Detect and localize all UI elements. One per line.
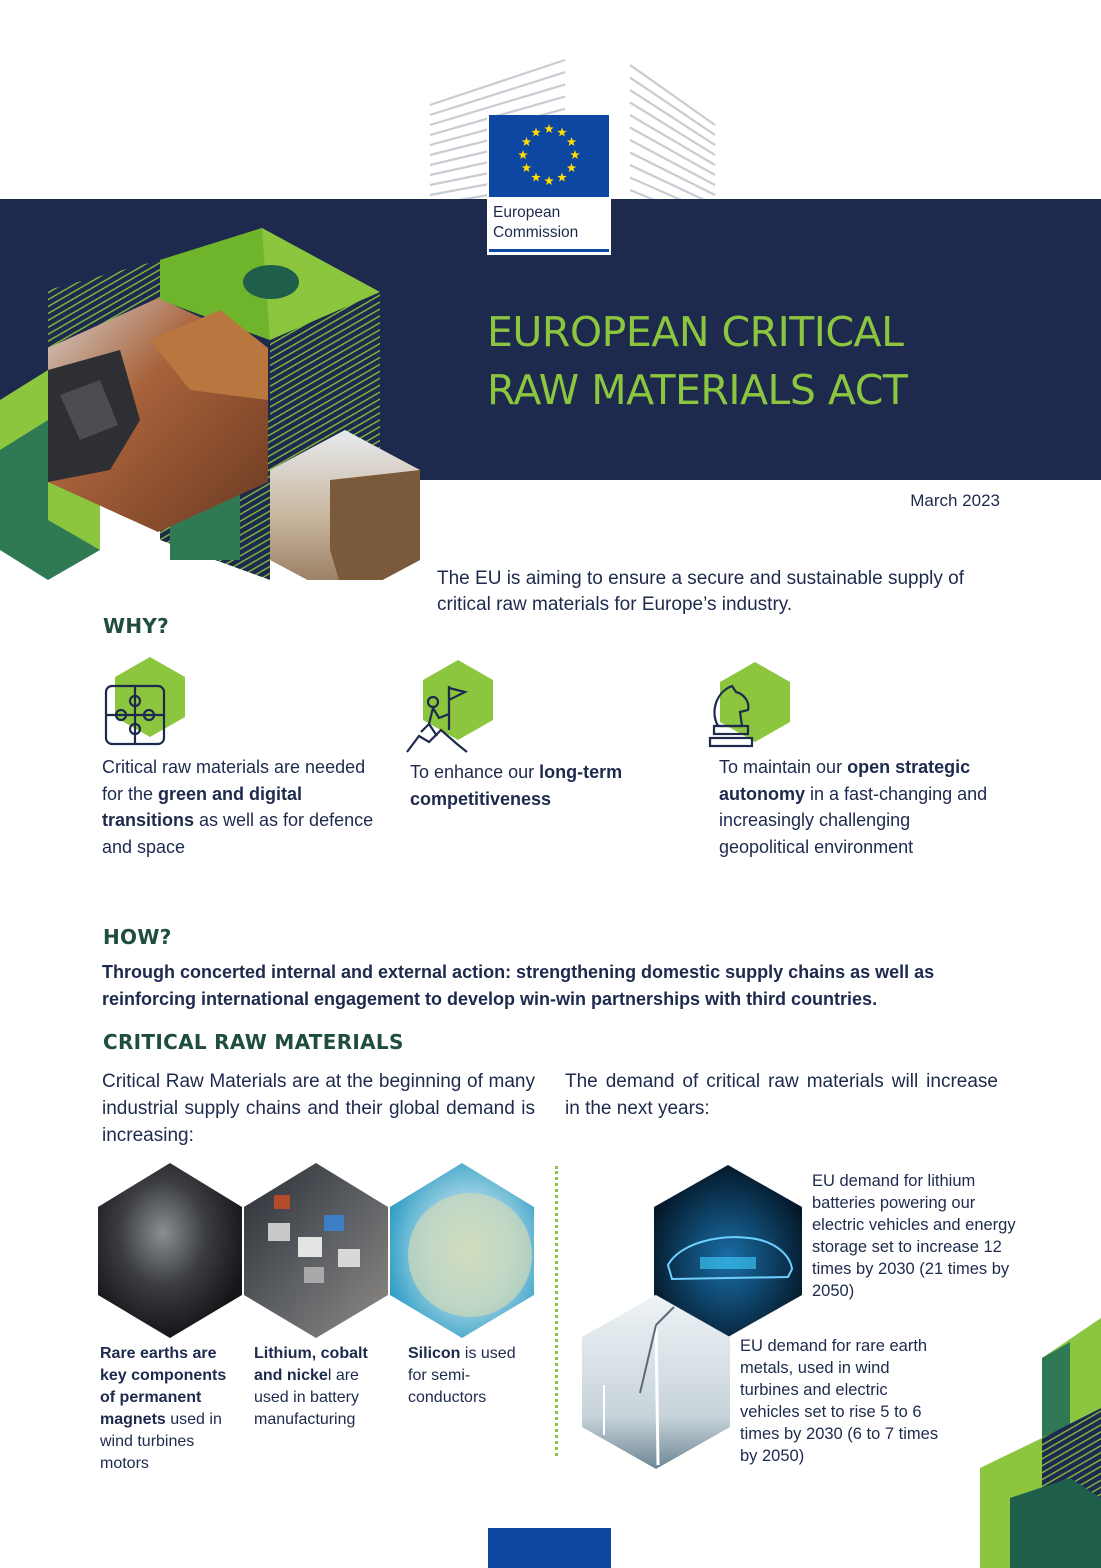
eu-star (544, 176, 554, 185)
materials-hex-photos (98, 1163, 538, 1338)
eu-star (557, 128, 567, 137)
corner-decoration (980, 1318, 1101, 1568)
lithium-demand-text: EU demand for lithium batteries powering our electric vehicles and energy storage set to increase 12 times by 2030 (21 times by 2050) (812, 1172, 1016, 1300)
eu-flag (489, 115, 609, 197)
material-lithium: Lithium, cobalt and nickel are used in battery manufacturing (254, 1345, 368, 1428)
page-title (487, 303, 1087, 419)
chess-knight-icon (708, 662, 803, 757)
eu-star (567, 137, 577, 146)
eu-star (522, 163, 532, 172)
eu-star (570, 150, 580, 159)
eu-star (544, 124, 554, 133)
publication-date: March 2023 (910, 491, 1000, 510)
footer-blue-tab (488, 1528, 611, 1568)
puzzle-icon (103, 657, 193, 752)
eu-star (531, 173, 541, 182)
crm-heading: CRITICAL RAW MATERIALS (103, 1030, 404, 1054)
logo-line1: European (493, 204, 561, 221)
why-heading: WHY? (103, 614, 170, 638)
flag-climber-icon (405, 660, 500, 755)
crm-right-text: The demand of critical raw materials will increase in the next years: (565, 1071, 998, 1119)
eu-star (518, 150, 528, 159)
rare-earth-photo (98, 1163, 242, 1338)
eu-stars-icon (489, 115, 609, 197)
eu-star (567, 163, 577, 172)
rare-earth-demand-text: EU demand for rare earth metals, used in wind turbines and electric vehicles set to rise 5 to 6 times by 2030 (6 to 7 times by 2050) (740, 1337, 939, 1465)
column-divider (555, 1166, 558, 1456)
why-item-2: To enhance our long-term competitiveness (410, 762, 623, 809)
why-item-3: To maintain our open strategic autonomy in a fast-changing and increasingly challenging geopolitical environment (719, 757, 988, 857)
eu-star (557, 173, 567, 182)
logo-line2: Commission (493, 224, 579, 241)
eu-star (531, 128, 541, 137)
european-commission-logo (487, 115, 611, 255)
title-line2: RAW MATERIALS ACT (487, 366, 908, 414)
crm-left-text: Critical Raw Materials are at the beginning of many industrial supply chains and their global demand is increasing: (102, 1071, 535, 1146)
material-rare-earths: Rare earths are key components of permanent magnets used in wind turbines motors (100, 1345, 227, 1472)
how-text: Through concerted internal and external action: strengthening domestic supply chains as well as reinforcing international engagement to develop win-win partnerships with third countries. (102, 962, 935, 1009)
how-heading: HOW? (103, 925, 172, 949)
why-item-1: Critical raw materials are needed for the green and digital transitions as well as for defence and space (102, 757, 374, 857)
eu-star (522, 137, 532, 146)
material-silicon: Silicon is used for semi-conductors (408, 1345, 516, 1406)
hexagon-collage (0, 220, 430, 580)
intro-text: The EU is aiming to ensure a secure and sustainable supply of critical raw materials for Europe’s industry. (437, 568, 965, 615)
title-line1: EUROPEAN CRITICAL (487, 308, 904, 356)
